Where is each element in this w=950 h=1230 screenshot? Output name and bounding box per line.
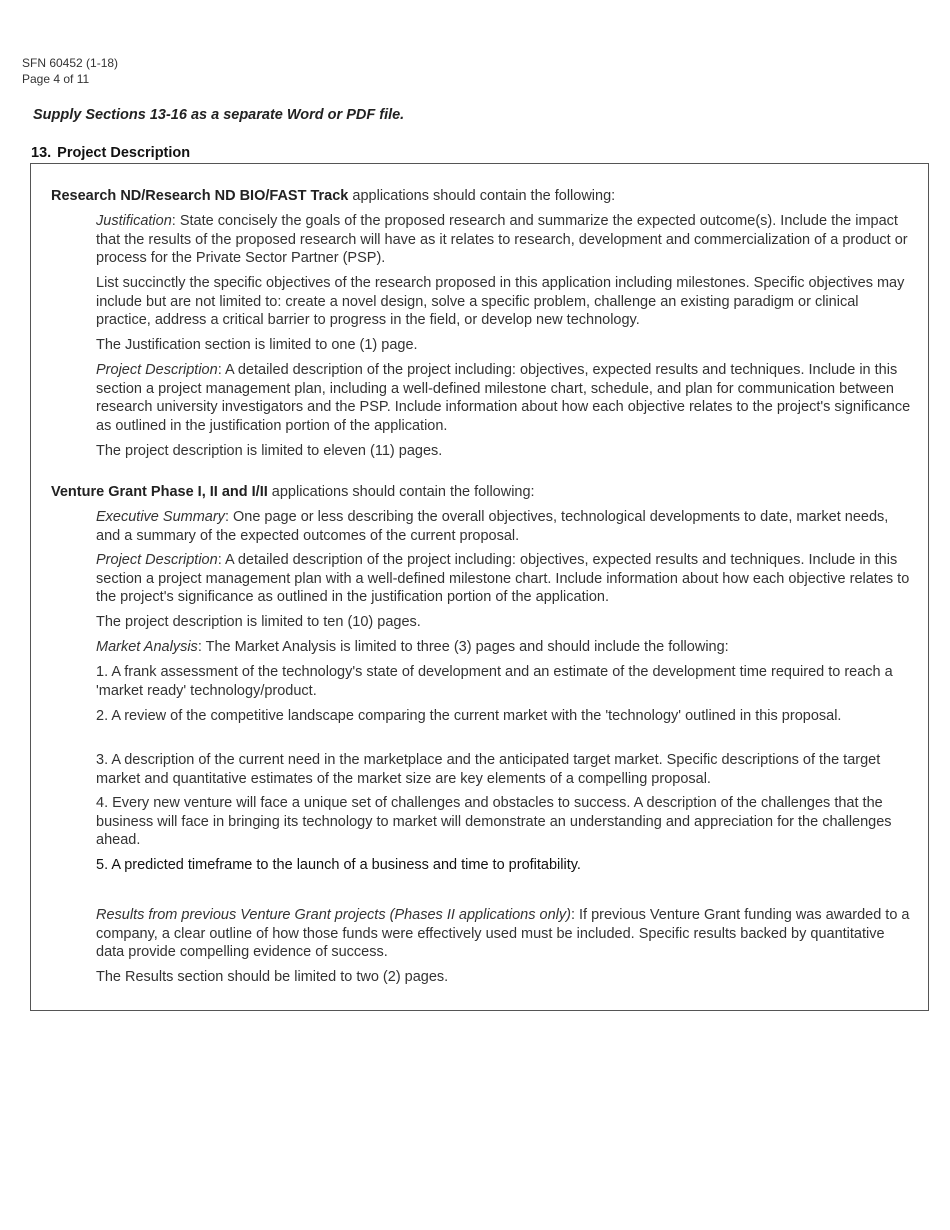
venture-results-limit: The Results section should be limited to two (2) pages. bbox=[96, 969, 449, 985]
venture-project-description: Project Description: A detailed description of the project including: objectives, expected results and techniques. Include in this section a project management plan with a well-defined milestone chart. Include information about how each objective relates to the project's significance as outlined in the justification portion of the application. bbox=[96, 552, 910, 605]
research-justification: Justification: State concisely the goals of the proposed research and summarize the expected outcome(s). Include the impact that the results of the proposed research will have as it relates to research, development and commercialization of a product or process for the Private Sector Partner (PSP). bbox=[96, 213, 908, 266]
section-title: Project Description bbox=[57, 145, 191, 161]
venture-heading: Venture Grant Phase I, II and I/II applications should contain the following: bbox=[51, 484, 535, 500]
section-number: 13. bbox=[31, 145, 52, 161]
research-objectives: List succinctly the specific objectives of the research proposed in this application including milestones. Specific objectives may include but are not limited to: create a novel design, solve a specific problem, challenge an existing paradigm or clinical practice, address a critical barrier to progress in the field, or develop new technology. bbox=[96, 275, 905, 328]
venture-project-limit: The project description is limited to ten (10) pages. bbox=[96, 614, 421, 630]
research-project-description: Project Description: A detailed description of the project including: objectives, expected results and techniques. Include in this section a project management plan, including a well-defined milestone chart, schedule, and plan for communication between research university investigators and the PSP. Include information about how each objective relates to the project's significance as outlined in the justification portion of the application. bbox=[96, 362, 911, 434]
page-label: Page 4 of 11 bbox=[22, 72, 90, 86]
venture-executive-summary: Executive Summary: One page or less describing the overall objectives, technological developments to date, market needs, and a summary of the expected outcomes of the current proposal. bbox=[96, 509, 889, 544]
venture-results: Results from previous Venture Grant projects (Phases II applications only): If previous Venture Grant funding was awarded to a company, a clear outline of how those funds were effectively used must be included. Specific results backed by quantitative data provide compelling evidence of success. bbox=[96, 907, 910, 960]
form-number: SFN 60452 (1-18) bbox=[22, 56, 119, 70]
venture-market-analysis: Market Analysis: The Market Analysis is limited to three (3) pages and should include the following: bbox=[96, 639, 729, 655]
research-justification-limit: The Justification section is limited to one (1) page. bbox=[96, 337, 418, 353]
project-description-box bbox=[30, 163, 929, 1011]
form-header bbox=[22, 55, 118, 87]
market-item-1: 1. A frank assessment of the technology's state of development and an estimate of the development time required to reach a 'market ready' technology/product. bbox=[96, 664, 893, 699]
research-project-limit: The project description is limited to eleven (11) pages. bbox=[96, 443, 443, 459]
market-item-5: 5. A predicted timeframe to the launch of a business and time to profitability. bbox=[96, 857, 581, 873]
market-item-3: 3. A description of the current need in the marketplace and the anticipated target market. Specific descriptions of the target market and quantitative estimates of the market size are key elements of a compelling proposal. bbox=[96, 752, 881, 787]
instruction-text: Supply Sections 13-16 as a separate Word or PDF file. bbox=[33, 107, 405, 123]
research-heading: Research ND/Research ND BIO/FAST Track applications should contain the following: bbox=[51, 188, 616, 204]
market-item-2: 2. A review of the competitive landscape comparing the current market with the 'technology' outlined in this proposal. bbox=[96, 708, 842, 724]
market-item-4: 4. Every new venture will face a unique set of challenges and obstacles to success. A description of the challenges that the business will face in bringing its technology to market will demonstrate an understanding and appreciation for the challenges ahead. bbox=[96, 795, 892, 848]
section-heading bbox=[31, 145, 190, 161]
